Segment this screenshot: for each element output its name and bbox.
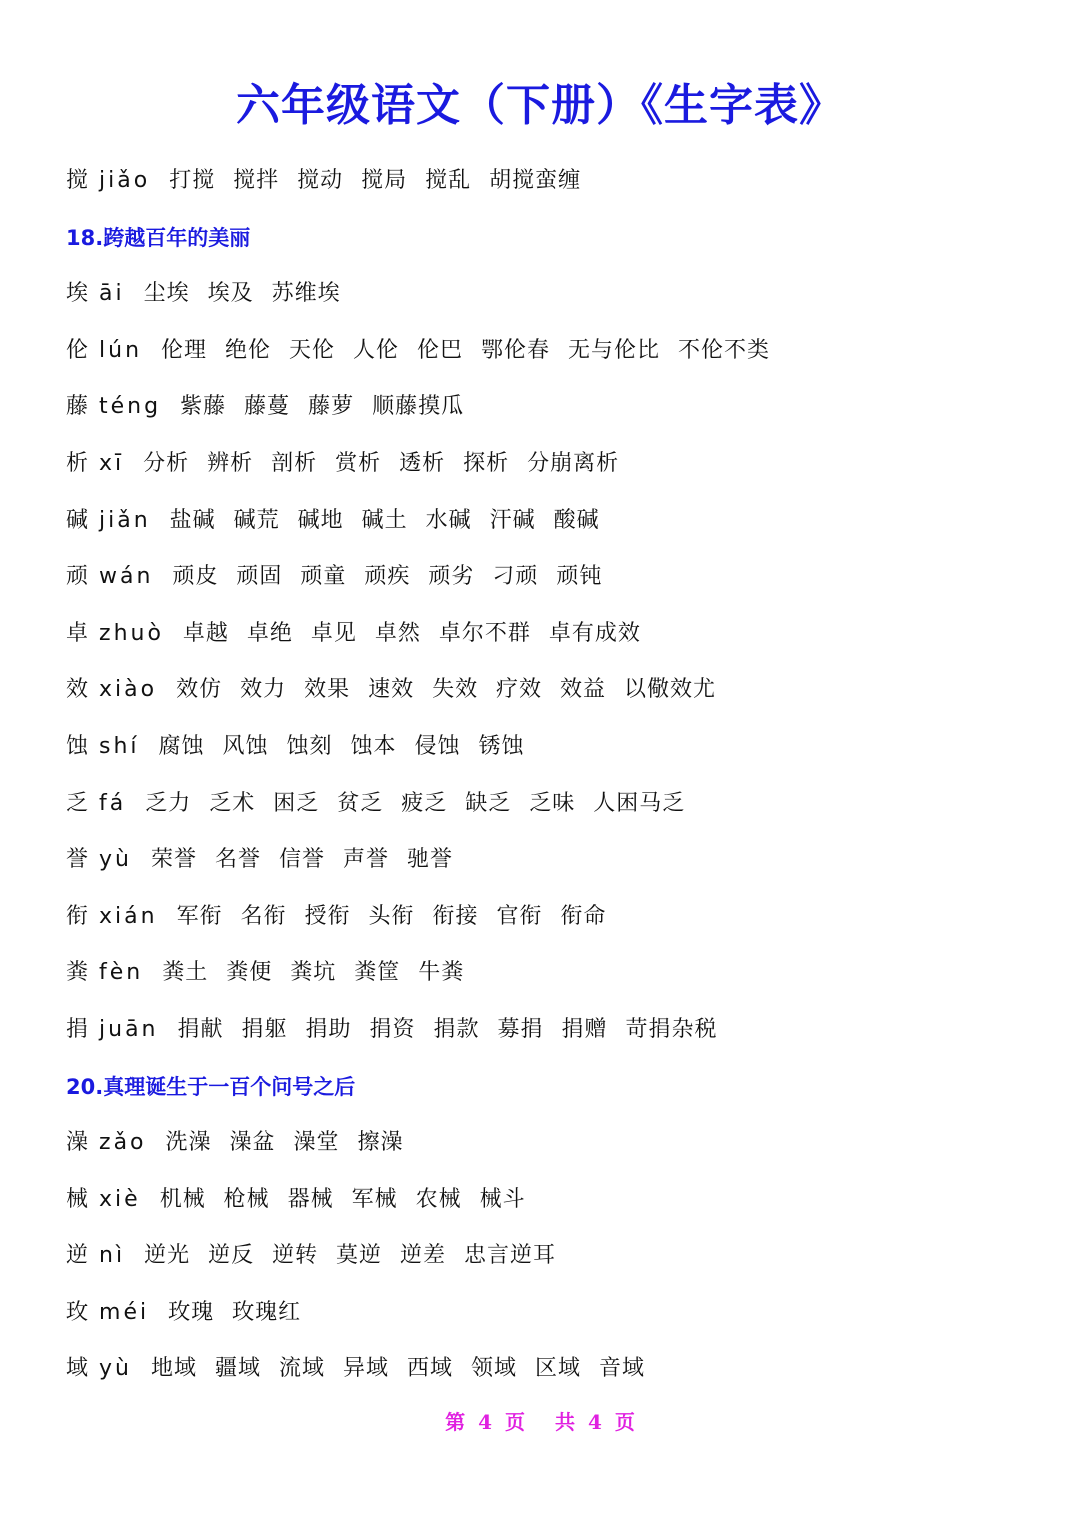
vocab-entry [66,386,1046,443]
vocab-entry [66,1348,1046,1405]
vocab-pinyin: yù [99,847,132,873]
vocab-char: 衔 [66,903,89,929]
vocab-words: 腐蚀 风蚀 蚀刻 蚀本 侵蚀 锈蚀 [158,733,525,759]
vocab-char: 蚀 [66,733,89,759]
vocab-char: 藤 [66,394,89,420]
vocab-words: 捐献 捐躯 捐助 捐资 捐款 募捐 捐赠 苛捐杂税 [177,1016,718,1042]
vocab-entry [66,613,1046,670]
vocab-pinyin: méi [99,1299,150,1325]
vocab-char: 玫 [66,1299,89,1325]
vocabulary-list [66,160,1046,1405]
vocab-char: 澡 [66,1130,89,1156]
vocab-char: 析 [66,450,89,476]
vocab-char: 誉 [66,847,89,873]
vocab-char: 逆 [66,1243,89,1269]
vocab-char: 粪 [66,960,89,986]
vocab-pinyin: xiè [99,1186,141,1212]
vocab-entry [66,783,1046,840]
lesson-heading: 20.真理诞生于一百个问号之后 [66,1074,356,1099]
vocab-words: 地域 疆域 流域 异域 西域 领域 区域 音域 [150,1356,645,1382]
vocab-words: 分析 辨析 剖析 赏析 透析 探析 分崩离析 [143,450,620,476]
vocab-entry [66,896,1046,953]
vocab-words: 玫瑰 玫瑰红 [168,1299,302,1325]
vocab-entry [66,443,1046,500]
vocab-pinyin: zǎo [99,1130,147,1156]
vocab-char: 乏 [66,790,89,816]
vocab-entry [66,330,1046,387]
page-title: 六年级语文（下册）《生字表》 [236,80,844,131]
vocab-words: 紫藤 藤蔓 藤萝 顺藤摸瓜 [180,394,465,420]
vocab-char: 埃 [66,281,89,307]
vocab-words: 荣誉 名誉 信誉 声誉 驰誉 [150,847,453,873]
vocab-pinyin: wán [99,564,154,590]
vocab-pinyin: xī [99,450,125,476]
vocab-pinyin: fèn [99,960,144,986]
vocab-char: 捐 [66,1016,89,1042]
page-total: 共 4 页 [555,1410,635,1434]
vocab-pinyin: xiào [99,677,158,703]
vocab-pinyin: zhuò [99,620,164,646]
vocab-words: 军衔 名衔 授衔 头衔 衔接 官衔 衔命 [176,903,607,929]
vocab-char: 效 [66,677,89,703]
vocab-entry [66,669,1046,726]
vocab-entry [66,1235,1046,1292]
vocab-char: 搅 [66,168,89,193]
vocab-entry [66,160,1046,217]
vocab-words: 尘埃 埃及 苏维埃 [143,281,341,307]
vocab-words: 乏力 乏术 困乏 贫乏 疲乏 缺乏 乏味 人困马乏 [145,790,686,816]
vocab-pinyin: yù [99,1356,132,1382]
vocab-words: 洗澡 澡盆 澡堂 擦澡 [165,1130,404,1156]
vocab-entry [66,1009,1046,1066]
vocab-char: 域 [66,1356,89,1382]
vocab-entry [66,952,1046,1009]
vocab-pinyin: fá [99,790,127,816]
page-number: 第 4 页 [445,1410,525,1434]
vocab-words: 逆光 逆反 逆转 莫逆 逆差 忠言逆耳 [144,1243,557,1269]
vocab-pinyin: jiǎn [99,507,151,533]
vocab-pinyin: jiǎo [99,168,151,193]
vocab-char: 械 [66,1186,89,1212]
vocab-entry [66,726,1046,783]
vocab-pinyin: shí [99,733,140,759]
vocab-words: 粪土 粪便 粪坑 粪筐 牛粪 [162,960,465,986]
vocab-words: 伦理 绝伦 天伦 人伦 伦巴 鄂伦春 无与伦比 不伦不类 [161,337,770,363]
vocab-pinyin: lún [99,337,143,363]
vocab-words: 盐碱 碱荒 碱地 碱土 水碱 汗碱 酸碱 [169,507,600,533]
vocab-entry [66,839,1046,896]
vocab-char: 伦 [66,337,89,363]
vocab-entry [66,1179,1046,1236]
vocab-pinyin: nì [99,1243,126,1269]
vocab-entry [66,273,1046,330]
vocab-char: 卓 [66,620,89,646]
vocab-words: 机械 枪械 器械 军械 农械 械斗 [159,1186,526,1212]
vocab-words: 打搅 搅拌 搅动 搅局 搅乱 胡搅蛮缠 [169,168,582,193]
vocab-entry [66,1292,1046,1349]
vocab-words: 效仿 效力 效果 速效 失效 疗效 效益 以儆效尤 [176,677,717,703]
vocab-char: 顽 [66,564,89,590]
vocab-pinyin: téng [99,394,162,420]
vocab-entry [66,500,1046,557]
vocab-entry [66,556,1046,613]
vocab-pinyin: juān [99,1016,159,1042]
page-footer [0,1406,1080,1438]
vocab-entry [66,1122,1046,1179]
vocab-pinyin: xián [99,903,158,929]
vocab-words: 卓越 卓绝 卓见 卓然 卓尔不群 卓有成效 [182,620,641,646]
vocab-char: 碱 [66,507,89,533]
vocab-pinyin: āi [99,281,125,307]
vocab-words: 顽皮 顽固 顽童 顽疾 顽劣 刁顽 顽钝 [172,564,603,590]
lesson-heading: 18.跨越百年的美丽 [66,225,251,250]
